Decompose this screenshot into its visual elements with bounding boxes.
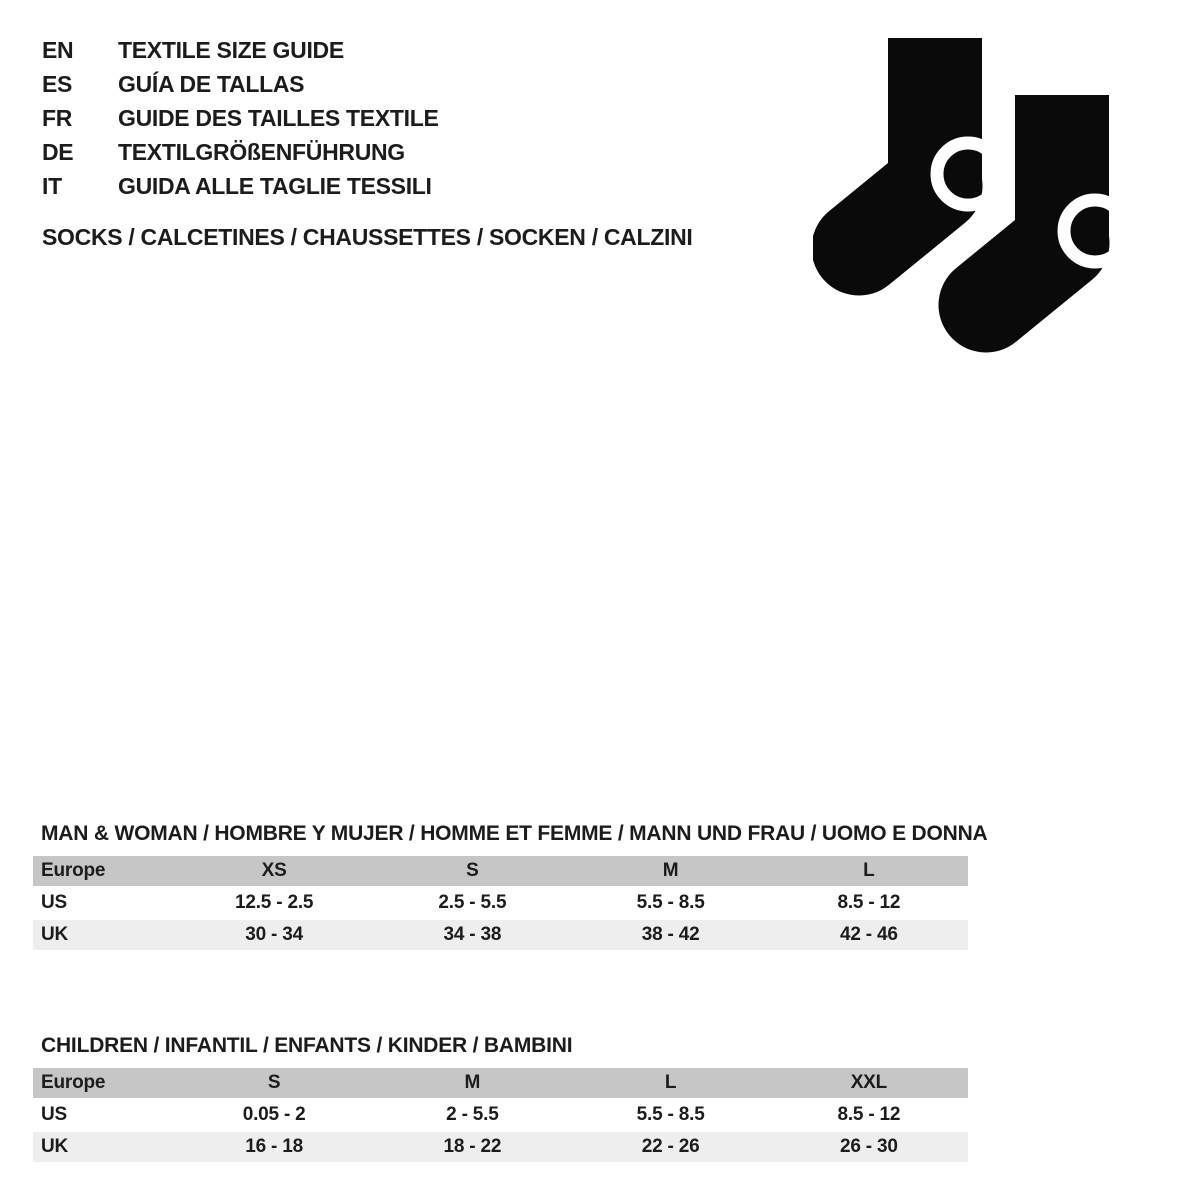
language-code: IT xyxy=(42,173,62,199)
language-code: EN xyxy=(42,37,74,63)
header-cell-size: M xyxy=(464,1072,481,1093)
language-list xyxy=(42,33,439,203)
row-label: UK xyxy=(41,924,69,945)
man-woman-size-table xyxy=(33,822,988,952)
language-title: TEXTILGRÖßENFÜHRUNG xyxy=(118,139,405,165)
language-row-es xyxy=(42,67,439,101)
language-row-it xyxy=(42,169,439,203)
size-cell: 12.5 - 2.5 xyxy=(234,892,314,913)
size-cell: 34 - 38 xyxy=(443,924,502,945)
header-cell-size: M xyxy=(662,860,679,881)
table xyxy=(33,1068,968,1162)
header-cell-size: L xyxy=(863,860,875,881)
size-cell: 38 - 42 xyxy=(641,924,700,945)
table-header-row xyxy=(33,1068,968,1098)
socks-icon xyxy=(813,28,1118,358)
size-cell: 2.5 - 5.5 xyxy=(438,892,507,913)
size-cell: 16 - 18 xyxy=(245,1136,303,1157)
table-row-uk xyxy=(33,1132,968,1162)
size-cell: 22 - 26 xyxy=(641,1136,700,1157)
size-cell: 26 - 30 xyxy=(839,1136,898,1157)
size-cell: 18 - 22 xyxy=(443,1136,502,1157)
header-cell-region: Europe xyxy=(41,860,106,881)
size-cell: 2 - 5.5 xyxy=(446,1104,499,1125)
header-cell-region: Europe xyxy=(41,1072,106,1093)
category-heading: SOCKS / CALCETINES / CHAUSSETTES / SOCKEN / CALZINI xyxy=(42,224,693,250)
header-cell-size: XXL xyxy=(850,1072,888,1093)
row-label: US xyxy=(41,1104,67,1125)
table-row-us xyxy=(33,1100,968,1130)
row-label: US xyxy=(41,892,67,913)
size-cell: 0.05 - 2 xyxy=(242,1104,306,1125)
language-code: FR xyxy=(42,105,73,131)
header-cell-size: S xyxy=(267,1072,281,1093)
language-code: ES xyxy=(42,71,73,97)
language-row-en xyxy=(42,33,439,67)
table-header-row xyxy=(33,856,968,886)
row-label: UK xyxy=(41,1136,69,1157)
table-title: CHILDREN / INFANTIL / ENFANTS / KINDER / BAMBINI xyxy=(41,1034,573,1057)
language-title: GUÍA DE TALLAS xyxy=(118,71,305,97)
table xyxy=(33,856,968,950)
language-row-fr xyxy=(42,101,439,135)
language-title: GUIDA ALLE TAGLIE TESSILI xyxy=(118,173,432,199)
language-row-de xyxy=(42,135,439,169)
size-cell: 5.5 - 8.5 xyxy=(636,892,705,913)
size-cell: 8.5 - 12 xyxy=(837,1104,901,1125)
table-title: MAN & WOMAN / HOMBRE Y MUJER / HOMME ET FEMME / MANN UND FRAU / UOMO E DONNA xyxy=(41,822,988,845)
language-title: TEXTILE SIZE GUIDE xyxy=(118,37,344,63)
header-cell-size: S xyxy=(466,860,479,881)
size-cell: 5.5 - 8.5 xyxy=(636,1104,705,1125)
size-cell: 30 - 34 xyxy=(245,924,303,945)
table-row-uk xyxy=(33,920,968,950)
language-title: GUIDE DES TAILLES TEXTILE xyxy=(118,105,439,131)
language-code: DE xyxy=(42,139,74,165)
header-cell-size: XS xyxy=(261,860,287,881)
children-size-table xyxy=(33,1034,968,1164)
table-row-us xyxy=(33,888,968,918)
size-cell: 42 - 46 xyxy=(839,924,898,945)
header-cell-size: L xyxy=(664,1072,677,1093)
size-cell: 8.5 - 12 xyxy=(837,892,901,913)
